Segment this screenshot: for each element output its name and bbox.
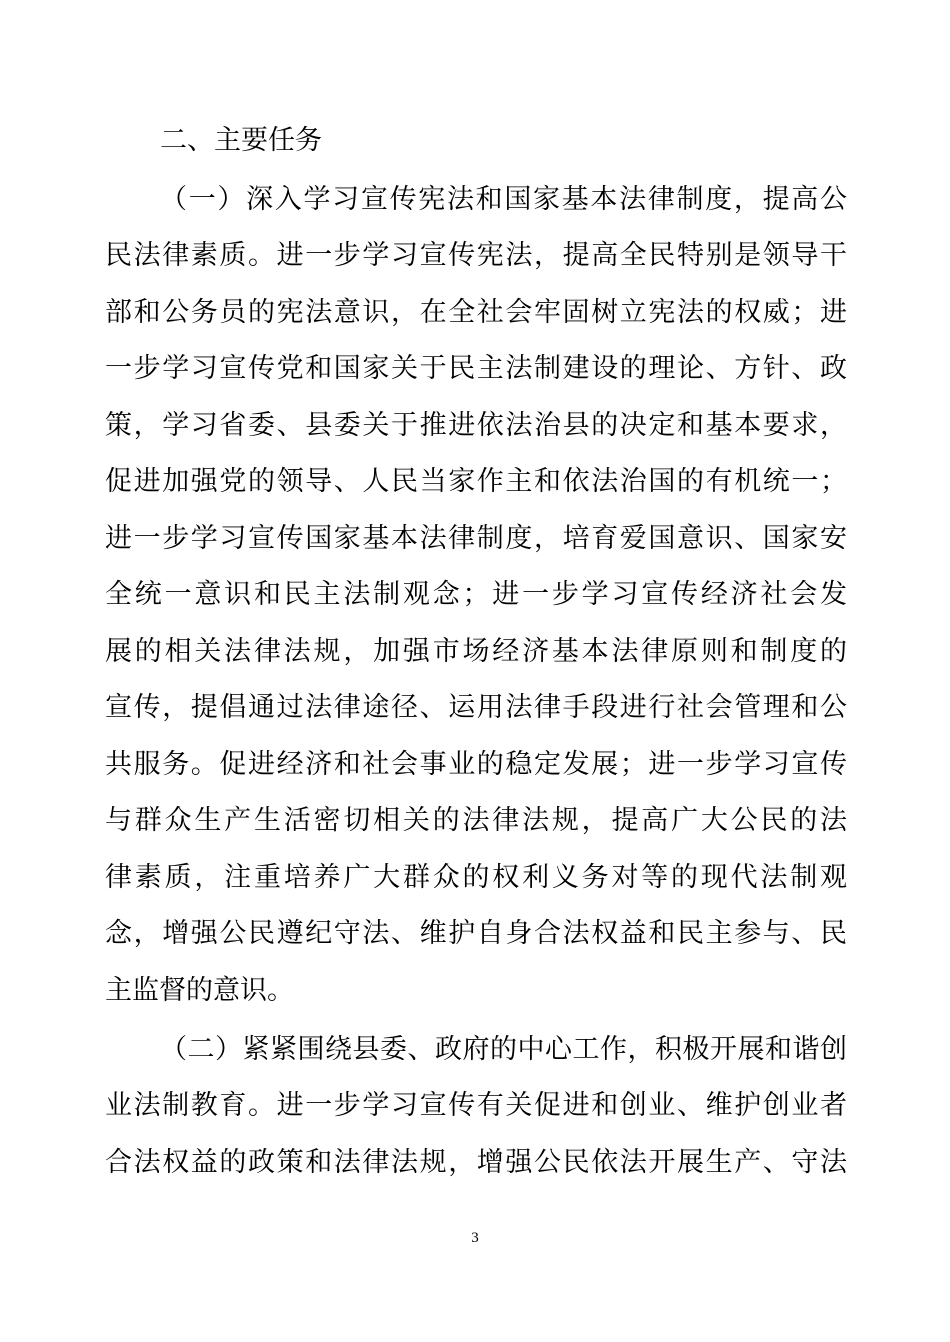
section-heading: 二、主要任务 [160,125,322,156]
paragraph-2-line-1: （二）紧紧围绕县委、政府的中心工作，积极开展和谐创 [160,1034,847,1065]
paragraph-1-line-15: 主监督的意识。 [105,975,294,1006]
paragraph-1-line-7: 进一步学习宣传国家基本法律制度，培育爱国意识、国家安 [105,523,847,554]
paragraph-1-line-5: 策，学习省委、县委关于推进依法治县的决定和基本要求， [105,410,847,441]
paragraph-1-line-13: 律素质，注重培养广大群众的权利义务对等的现代法制观 [105,862,847,893]
paragraph-1-line-4: 一步学习宣传党和国家关于民主法制建设的理论、方针、政 [105,353,847,384]
paragraph-1-line-2: 民法律素质。进一步学习宣传宪法，提高全民特别是领导干 [105,240,847,271]
paragraph-1-line-8: 全统一意识和民主法制观念；进一步学习宣传经济社会发 [105,579,847,610]
page-number: 3 [471,1230,479,1246]
paragraph-2-line-2: 业法制教育。进一步学习宣传有关促进和创业、维护创业者 [105,1090,847,1121]
paragraph-1-line-9: 展的相关法律法规，加强市场经济基本法律原则和制度的 [105,636,847,667]
paragraph-1-line-3: 部和公务员的宪法意识，在全社会牢固树立宪法的权威；进 [105,297,847,328]
paragraph-2-line-3: 合法权益的政策和法律法规，增强公民依法开展生产、守法 [105,1147,847,1178]
paragraph-1-line-14: 念，增强公民遵纪守法、维护自身合法权益和民主参与、民 [105,918,847,949]
paragraph-1-line-11: 共服务。促进经济和社会事业的稳定发展；进一步学习宣传 [105,749,847,780]
paragraph-1-line-10: 宣传，提倡通过法律途径、运用法律手段进行社会管理和公 [105,692,847,723]
paragraph-1-line-12: 与群众生产生活密切相关的法律法规，提高广大公民的法 [105,805,847,836]
paragraph-1-line-1: （一）深入学习宣传宪法和国家基本法律制度，提高公 [160,184,847,215]
paragraph-1-line-6: 促进加强党的领导、人民当家作主和依法治国的有机统一； [105,466,847,497]
